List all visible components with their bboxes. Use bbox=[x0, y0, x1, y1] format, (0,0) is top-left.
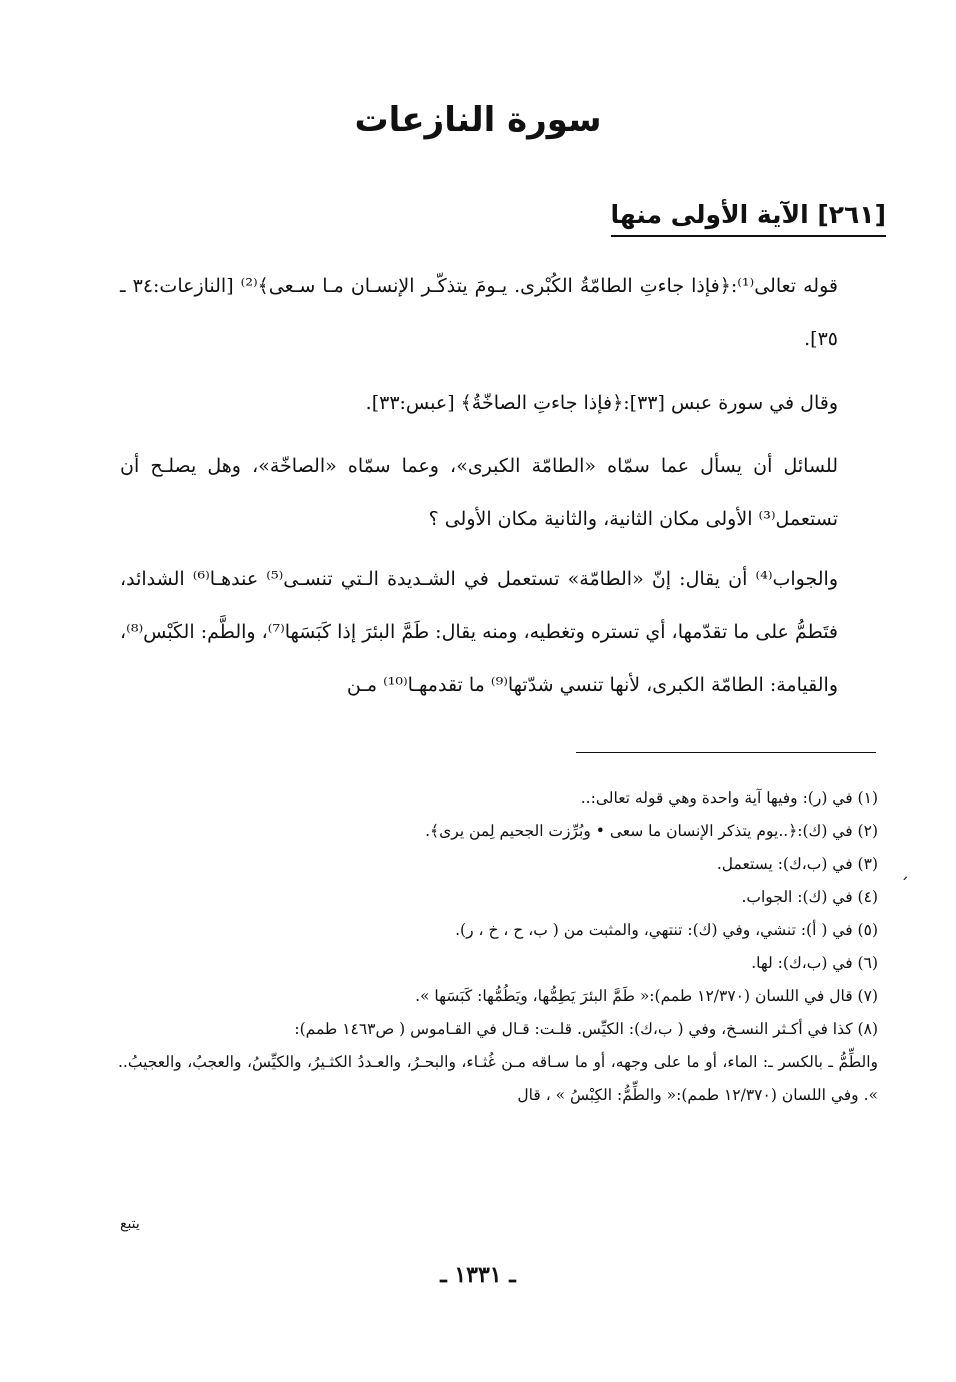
paragraph-text: للسائل أن يسأل عما سمّاه «الطامّة الكبرى»، وعما سمّاه «الصاخّة»، وهل يصلـح أن تستعمل⁽³⁾ الأولى مكان الثانية، والثانية مكان الأولى ؟ bbox=[120, 455, 838, 530]
paragraph-text: والجواب⁽⁴⁾ أن يقال: إنّ «الطامّة» تستعمل في الشـديدة الـتي تنسـى⁽⁵⁾ عندهـا⁽⁶⁾ الشدائد، فتَطمُّ على ما تقدّمها، أي تستره وتغطيه، ومنه يقال: طَمَّ البئرَ إذا كَبَسَها⁽⁷⁾، والطَّم: الكَبْس⁽⁸⁾، والقيامة: الطامّة الكبرى، لأنها تنسي شدّتها⁽⁹⁾ ما تقدمهـا⁽¹⁰⁾ مـن bbox=[120, 568, 839, 696]
footnote-6: (٦) في (ب،ك): لها. bbox=[751, 954, 878, 972]
paragraph-abasa-quote bbox=[120, 377, 838, 430]
paragraph-text: وقال في سورة عبس [٣٣]:﴿فإذا جاءتِ الصاخّةُ﴾ [عبس:٣٣]. bbox=[365, 392, 838, 414]
footnote-1: (١) في (ر): وفيها آية واحدة وهي قوله تعالى:.. bbox=[580, 789, 878, 807]
footnote-8: (٨) كذا في أكـثر النسـخ، وفي ( ب،ك): الكيِّس. قلـت: قـال في القـاموس ( ص١٤٦٣ طمم): bbox=[294, 1020, 878, 1038]
surah-title: سورة النازعات bbox=[354, 100, 602, 140]
page-number: ـ ١٣٣١ ـ bbox=[440, 1262, 516, 1288]
footnote-4: (٤) في (ك): الجواب. bbox=[741, 888, 878, 906]
footnote-8-continuation: والطِّمُّ ـ بالكسر ـ: الماء، أو ما على وجهه، أو ما سـاقه مـن غُثـاء، والبحـرُ، والعـددُ الكثـيرُ، والكيِّسُ، والعجبُ، والعجيبُ.. ». وفي اللسان (١٢/٣٧٠ طمم):« والطِّمُّ: الكِبْسُ » ، قال bbox=[118, 1053, 878, 1104]
paragraph-verse-quote bbox=[120, 260, 838, 366]
margin-mark: ˏ bbox=[900, 860, 909, 881]
paragraph-answer bbox=[120, 553, 838, 712]
footnote-divider bbox=[576, 752, 876, 753]
footnote-7: (٧) قال في اللسان (١٢/٣٧٠ طمم):« طَمَّ البئرَ يَطِمُّها، ويَطُمُّها: كَبَسَها ». bbox=[415, 987, 878, 1005]
paragraph-text: قوله تعالى⁽¹⁾:﴿فإذا جاءتِ الطامّةُ الكُبْرى. يـومَ يتذكّـر الإنسـان مـا سـعى﴾⁽²⁾ [النازعات:٣٤ ـ ٣٥]. bbox=[120, 275, 838, 350]
footnote-3: (٣) في (ب،ك): يستعمل. bbox=[716, 855, 878, 873]
section-heading: [٢٦١] الآية الأولى منها bbox=[611, 200, 886, 237]
footnotes bbox=[118, 782, 878, 1112]
footnote-2: (٢) في (ك):﴿..يوم يتذكر الإنسان ما سعى • وبُرِّزت الجحيم لِمن يرى﴾. bbox=[425, 822, 878, 840]
continuation-marker: يتبع bbox=[120, 1216, 140, 1232]
footnote-5: (٥) في ( أ): تنشي، وفي (ك): تنتهي، والمثبت من ( ب، ح ، خ ، ر). bbox=[455, 921, 878, 939]
paragraph-question bbox=[120, 440, 838, 546]
